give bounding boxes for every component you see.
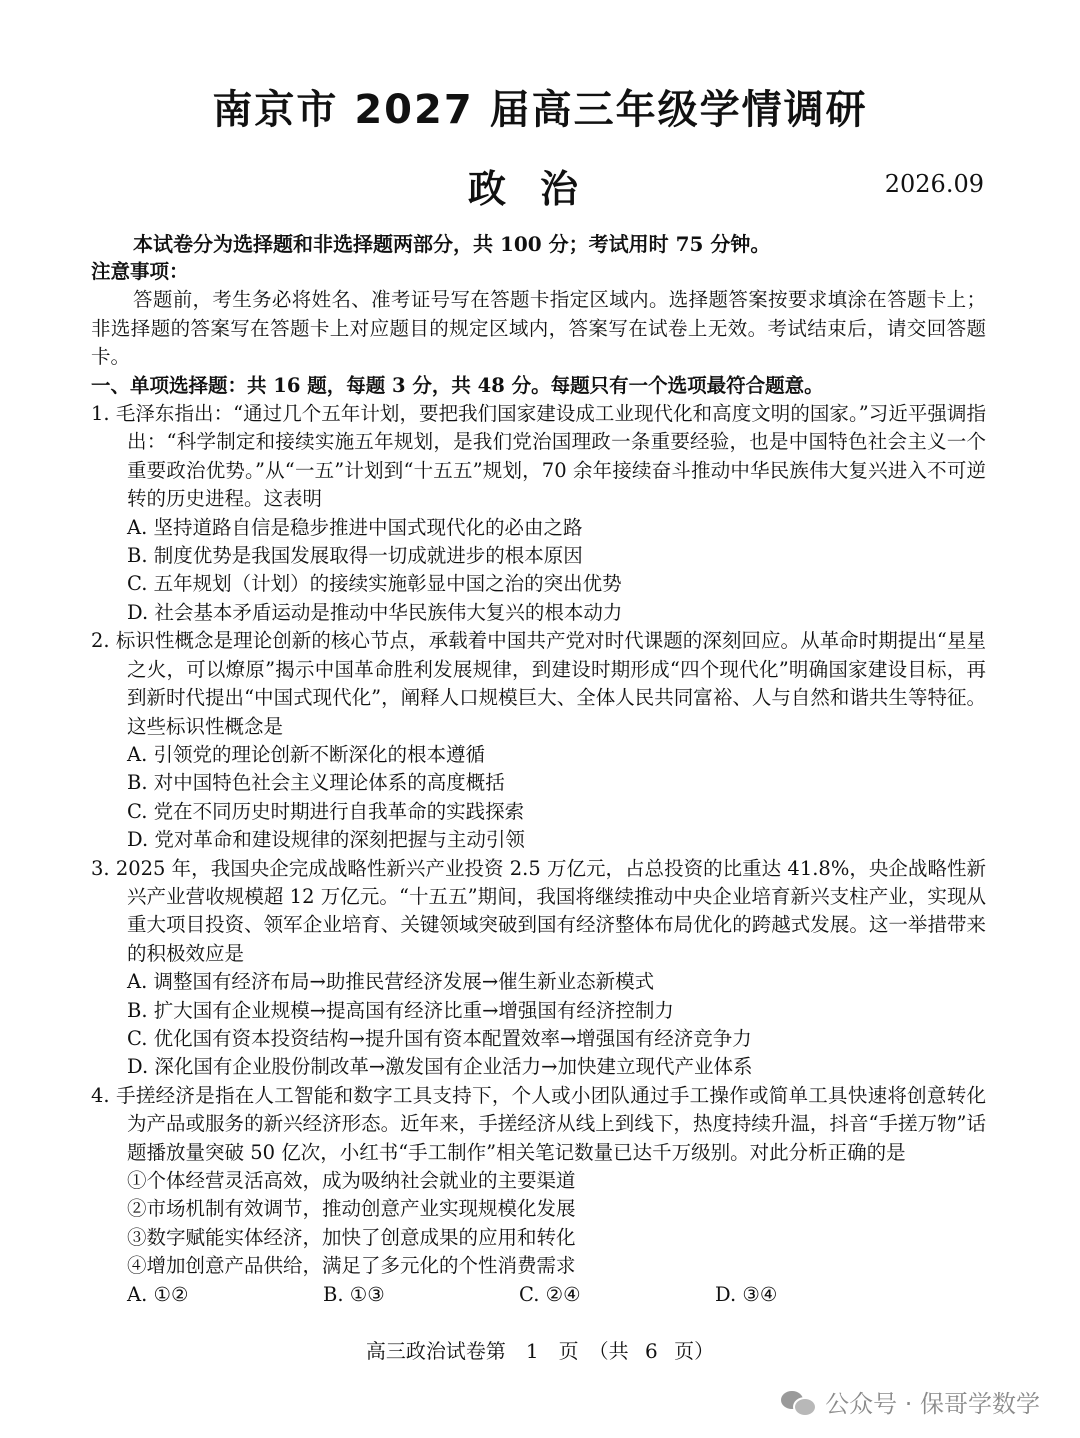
statement-2: ②市场机制有效调节，推动创意产业实现规模化发展 [127,1197,576,1221]
exam-intro: 本试卷分为选择题和非选择题两部分，共 100 分；考试用时 75 分钟。 [133,232,771,256]
question-2 [91,627,986,854]
statement-3: ③数字赋能实体经济，加快了创意成果的应用和转化 [127,1225,576,1249]
option-b: B. 对中国特色社会主义理论体系的高度概括 [127,771,505,795]
question-4 [91,1082,986,1309]
choice-d: D. ③④ [715,1282,778,1306]
option-c: C. 优化国有资本投资结构→提升国有资本配置效率→增强国有经济竞争力 [127,1026,752,1050]
option-c: C. 五年规划（计划）的接续实施彰显中国之治的突出优势 [127,572,622,596]
exam-body [91,258,986,1309]
option-b: B. 扩大国有企业规模→提高国有经济比重→增强国有经济控制力 [127,998,674,1022]
statement-1: ①个体经营灵活高效，成为吸纳社会就业的主要渠道 [127,1169,576,1192]
option-d: D. 党对革命和建设规律的深刻把握与主动引领 [127,828,525,852]
exam-title: 南京市 2027 届高三年级学情调研 [212,87,868,133]
option-a: A. 调整国有经济布局→助推民营经济发展→催生新业态新模式 [127,970,655,994]
question-stem: 3. 2025 年，我国央企完成战略性新兴产业投资 2.5 万亿元，占总投资的比重达 41.8%，央企战略性新兴产业营收规模超 12 万亿元。“十五五”期间，我国将继续推动中央企业培育新兴支柱产业，实现从重大项目投资、领军企业培育、关键领域突破到国有经济整体布局优化的跨越式发展。这一举措带来的积极效应是 [91,856,986,965]
option-a: A. 坚持道路自信是稳步推进中国式现代化的必由之路 [127,515,583,539]
watermark-text: 公众号 · 保哥学数学 [825,1390,1040,1418]
section-heading: 一、单项选择题：共 16 题，每题 3 分，共 48 分。每题只有一个选项最符合题意。 [91,373,824,397]
option-d: D. 社会基本矛盾运动是推动中华民族伟大复兴的根本动力 [127,600,623,624]
question-1 [91,400,986,627]
subject-heading: 政治 [467,167,612,211]
wechat-icon [781,1389,815,1415]
option-a: A. 引领党的理论创新不断深化的根本遵循 [127,742,485,766]
option-d: D. 深化国有企业股份制改革→激发国有企业活力→加快建立现代产业体系 [127,1055,753,1079]
question-stem: 4. 手搓经济是指在人工智能和数字工具支持下，个人或小团队通过手工操作或简单工具快速将创意转化为产品或服务的新兴经济形态。近年来，手搓经济从线上到线下，热度持续升温，抖音“手搓万物”话题播放量突破 50 亿次，小红书“手工制作”相关笔记数量已达千万级别。对此分析正确的是 [91,1083,986,1164]
question-3 [91,855,986,1082]
exam-date: 2026.09 [884,170,984,198]
notice-heading: 注意事项： [91,260,189,283]
choice-a: A. ①② [127,1282,189,1306]
choice-row [91,1281,986,1309]
watermark [781,1384,1040,1419]
choice-c: C. ②④ [519,1282,581,1306]
question-stem: 1. 毛泽东指出：“通过几个五年计划，要把我们国家建设成工业现代化和高度文明的国家。”习近平强调指出：“科学制定和接续实施五年规划，是我们党治国理政一条重要经验，也是中国特色社会主义一个重要政治优势。”从“一五”计划到“十五五”规划，70 余年接续奋斗推动中华民族伟大复兴进入不可逆转的历史进程。这表明 [91,402,986,511]
notice-text: 答题前，考生务必将姓名、准考证号写在答题卡指定区域内。选择题答案按要求填涂在答题卡上；非选择题的答案写在答题卡上对应题目的规定区域内，答案写在试卷上无效。考试结束后，请交回答题卡。 [91,288,986,369]
option-c: C. 党在不同历史时期进行自我革命的实践探索 [127,799,525,823]
question-stem: 2. 标识性概念是理论创新的核心节点，承载着中国共产党对时代课题的深刻回应。从革命时期提出“星星之火，可以燎原”揭示中国革命胜利发展规律，到建设时期形成“四个现代化”明确国家建设目标，再到新时代提出“中国式现代化”，阐释人口规模巨大、全体人民共同富裕、人与自然和谐共生等特征。这些标识性概念是 [91,629,986,738]
choice-b: B. ①③ [323,1282,385,1306]
statement-4: ④增加创意产品供给，满足了多元化的个性消费需求 [127,1254,576,1278]
option-b: B. 制度优势是我国发展取得一切成就进步的根本原因 [127,544,583,568]
page-footer: 高三政治试卷第 1 页 （共 6 页） [365,1339,715,1363]
